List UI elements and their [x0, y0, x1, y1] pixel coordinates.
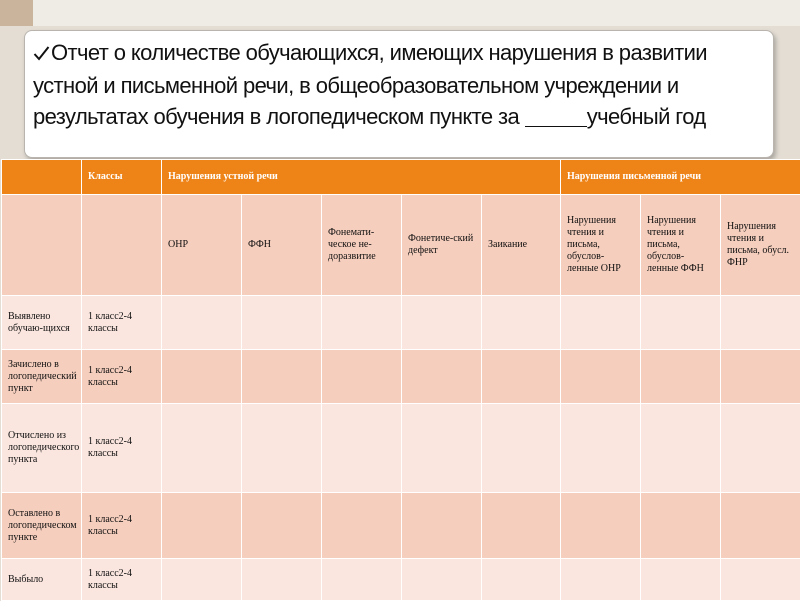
data-cell: [721, 296, 800, 350]
data-cell: [482, 350, 561, 404]
subheader-empty-cell: [82, 195, 162, 296]
data-cell: [322, 296, 402, 350]
title-prefix: Отчет о количестве обучающихся, имеющих нарушения в развитии устной и письменной речи, в общеобразовательном учреждении и результатах обучения в логопедическом пункте за: [33, 40, 707, 129]
year-blank-line: [525, 108, 587, 127]
data-cell: [641, 350, 721, 404]
data-cell: [322, 493, 402, 559]
top-decor-bar: [0, 0, 800, 26]
subheader-empty-cell: [2, 195, 82, 296]
data-cell: [721, 350, 800, 404]
row-label: Зачислено в логопедический пункт: [2, 350, 82, 404]
row-classes: 1 класс2-4 классы: [82, 296, 162, 350]
row-classes: 1 класс2-4 классы: [82, 350, 162, 404]
subheader-cell: Фонетиче-ский дефект: [402, 195, 482, 296]
slide-title: [33, 37, 765, 132]
subheader-cell: ФФН: [242, 195, 322, 296]
data-cell: [641, 404, 721, 493]
row-label: Выявлено обучаю-щихся: [2, 296, 82, 350]
data-cell: [162, 296, 242, 350]
data-cell: [482, 404, 561, 493]
subheader-row: [2, 195, 800, 296]
data-cell: [242, 296, 322, 350]
report-table: [1, 159, 800, 601]
table-row: [2, 493, 800, 559]
header-written-speech: Нарушения письменной речи: [561, 160, 800, 195]
data-cell: [721, 559, 800, 601]
data-cell: [162, 350, 242, 404]
data-cell: [242, 559, 322, 601]
check-icon: [33, 39, 51, 70]
data-cell: [641, 493, 721, 559]
subheader-cell: ОНР: [162, 195, 242, 296]
data-cell: [641, 559, 721, 601]
data-cell: [561, 559, 641, 601]
header-corner-cell: [2, 160, 82, 195]
data-cell: [322, 559, 402, 601]
subheader-cell: Нарушения чтения и письма, обуслов-ленные ОНР: [561, 195, 641, 296]
data-cell: [322, 404, 402, 493]
row-label: Отчислено из логопедического пункта: [2, 404, 82, 493]
table-row: [2, 404, 800, 493]
data-cell: [482, 296, 561, 350]
data-cell: [162, 404, 242, 493]
top-decor-accent: [0, 0, 33, 26]
header-oral-speech: Нарушения устной речи: [162, 160, 561, 195]
row-classes: 1 класс2-4 классы: [82, 559, 162, 601]
data-cell: [322, 350, 402, 404]
data-cell: [561, 493, 641, 559]
subheader-cell: Нарушения чтения и письма, обуслов-ленные ФФН: [641, 195, 721, 296]
data-cell: [561, 404, 641, 493]
table-row: [2, 296, 800, 350]
data-cell: [162, 493, 242, 559]
data-cell: [162, 559, 242, 601]
data-cell: [561, 350, 641, 404]
data-cell: [402, 350, 482, 404]
data-cell: [402, 559, 482, 601]
subheader-cell: Фонемати-ческое не-доразвитие: [322, 195, 402, 296]
header-row: [2, 160, 800, 195]
data-cell: [402, 493, 482, 559]
data-cell: [402, 404, 482, 493]
data-cell: [242, 493, 322, 559]
row-label: Выбыло: [2, 559, 82, 601]
subheader-cell: Заикание: [482, 195, 561, 296]
data-cell: [721, 404, 800, 493]
data-cell: [721, 493, 800, 559]
title-box: [24, 30, 774, 158]
data-cell: [482, 493, 561, 559]
data-cell: [641, 296, 721, 350]
header-classes: Классы: [82, 160, 162, 195]
data-cell: [242, 350, 322, 404]
data-cell: [402, 296, 482, 350]
table-row: [2, 350, 800, 404]
data-cell: [242, 404, 322, 493]
data-cell: [561, 296, 641, 350]
subheader-cell: Нарушения чтения и письма, обусл. ФНР: [721, 195, 800, 296]
row-classes: 1 класс2-4 классы: [82, 404, 162, 493]
data-cell: [482, 559, 561, 601]
table-row: [2, 559, 800, 601]
row-classes: 1 класс2-4 классы: [82, 493, 162, 559]
title-suffix: учебный год: [587, 104, 706, 129]
row-label: Оставлено в логопедическом пункте: [2, 493, 82, 559]
